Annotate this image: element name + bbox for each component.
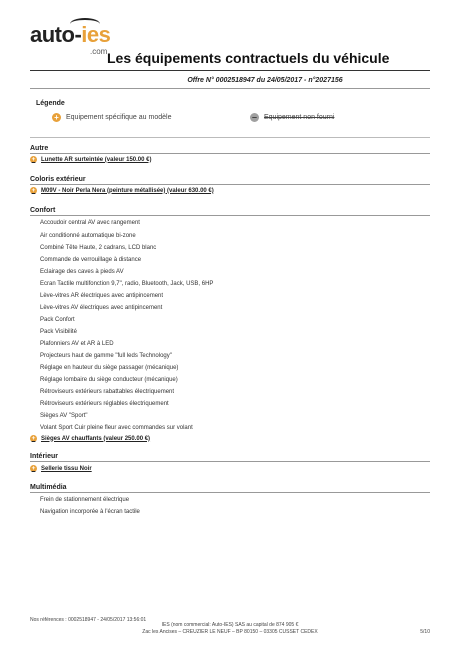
logo-part-ies: ies — [81, 22, 111, 47]
section-multimedia-title: Multimédia — [30, 484, 67, 491]
legend-not-supplied-label: Equipement non fourni — [264, 114, 335, 121]
option-row — [30, 156, 151, 163]
list-item: Commande de verrouillage à distance — [40, 257, 142, 263]
option-label: Sellerie tissu Noir — [41, 465, 92, 472]
logo-wordmark — [30, 22, 110, 48]
title-divider — [30, 70, 430, 71]
list-item: Projecteurs haut de gamme "full leds Technology" — [40, 353, 172, 359]
list-item: Pack Visibilité — [40, 329, 77, 335]
logo-domain: .com — [90, 47, 108, 56]
list-item: Lève-vitres AV électriques avec antipincement — [40, 305, 163, 311]
plus-circle-icon: + — [31, 465, 36, 472]
footer-company — [0, 622, 460, 636]
auto-ies-logo — [30, 18, 130, 54]
list-item: Navigation incorporée à l'écran tactile — [40, 509, 140, 515]
plus-circle-icon: + — [31, 187, 36, 194]
option-label: M09V - Noir Perla Nera (peinture métallisée) (valeur 630.00 €) — [41, 187, 214, 194]
list-item: Ecran Tactile multifonction 9,7", radio, Bluetooth, Jack, USB, 6HP — [40, 281, 214, 287]
section-autre-title: Autre — [30, 145, 49, 152]
footer-references: Nos références : 0002518947 - 24/05/2017 13:56:01 — [30, 617, 147, 623]
minus-circle-icon: – — [250, 113, 259, 122]
list-item: Rétroviseurs extérieurs réglables électriquement — [40, 401, 169, 407]
section-confort-divider — [30, 215, 430, 216]
legend-title: Légende — [36, 100, 65, 107]
list-item: Combiné Tête Haute, 2 cadrans, LCD blanc — [40, 245, 157, 251]
list-item: Air conditionné automatique bi-zone — [40, 233, 136, 239]
option-row — [30, 187, 214, 194]
list-item: Réglage en hauteur du siège passager (mécanique) — [40, 365, 179, 371]
plus-circle-icon: + — [52, 113, 61, 122]
section-interieur-divider — [30, 461, 430, 462]
option-row — [30, 465, 92, 472]
list-item: Sièges AV "Sport" — [40, 413, 88, 419]
list-item: Eclairage des caves à pieds AV — [40, 269, 124, 275]
plus-circle-icon: + — [31, 435, 36, 442]
legend-not-supplied — [250, 113, 334, 122]
page-title: Les équipements contractuels du véhicule — [107, 50, 390, 66]
list-item: Rétroviseurs extérieurs rabattables électriquement — [40, 389, 175, 395]
legend-divider — [30, 137, 430, 138]
plus-circle-icon: + — [31, 156, 36, 163]
list-item: Frein de stationnement électrique — [40, 497, 130, 503]
option-label: Sièges AV chauffants (valeur 250.00 €) — [41, 435, 151, 442]
option-label: Lunette AR surteintée (valeur 150.00 €) — [41, 156, 152, 163]
section-confort-title: Confort — [30, 207, 56, 214]
legend-specific-label: Equipement spécifique au modèle — [66, 114, 172, 121]
section-autre-divider — [30, 153, 430, 154]
offer-divider — [30, 88, 430, 89]
offer-reference: Offre N° 0002518947 du 24/05/2017 - n°2027156 — [187, 77, 343, 84]
footer-company-line1: IES (nom commercial: Auto-IES) SAS au capital de 874 905 € — [161, 622, 299, 628]
section-interieur-title: Intérieur — [30, 453, 59, 460]
list-item: Pack Confort — [40, 317, 75, 323]
list-item: Volant Sport Cuir pleine fleur avec commandes sur volant — [40, 425, 193, 431]
list-item: Lève-vitres AR électriques avec antipincement — [40, 293, 164, 299]
section-multimedia-divider — [30, 492, 430, 493]
section-coloris-title: Coloris extérieur — [30, 176, 86, 183]
legend — [30, 97, 430, 139]
page-number: 5/10 — [420, 629, 430, 635]
list-item: Accoudoir central AV avec rangement — [40, 220, 140, 226]
list-item: Réglage lombaire du siège conducteur (mécanique) — [40, 377, 178, 383]
footer-company-line2: Zac les Ancises – CREUZIER LE NEUF – BP 80150 – 03305 CUSSET CEDEX — [142, 629, 318, 635]
logo-part-auto: auto- — [30, 22, 82, 47]
legend-specific — [52, 113, 171, 122]
list-item: Plafonniers AV et AR à LED — [40, 341, 114, 347]
option-row — [30, 435, 150, 442]
section-coloris-divider — [30, 184, 430, 185]
